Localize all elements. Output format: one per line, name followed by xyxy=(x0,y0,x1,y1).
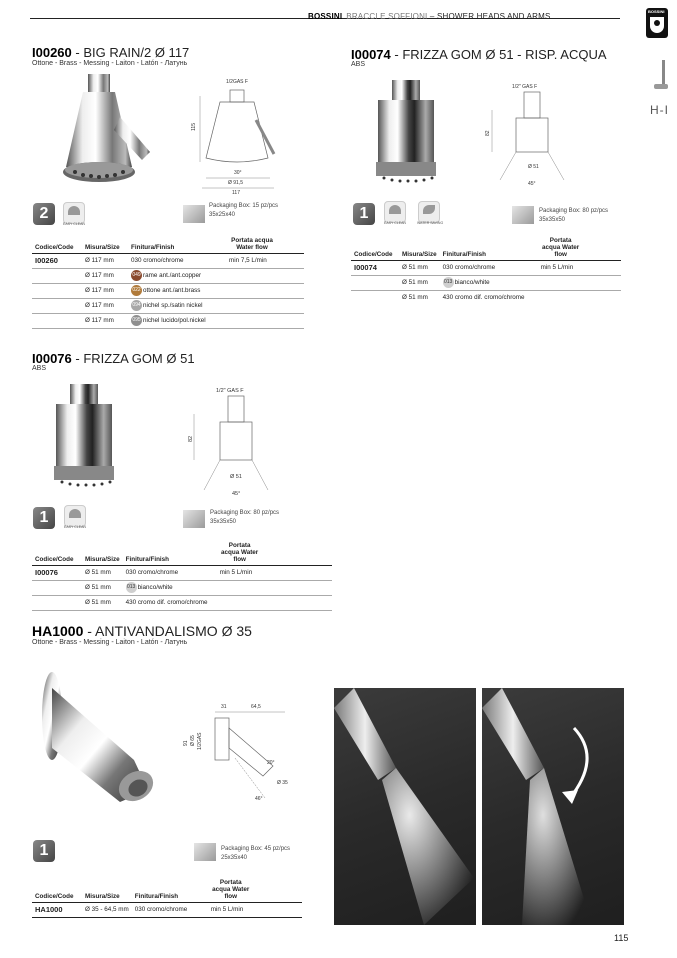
technical-drawing-i00260 xyxy=(190,76,290,196)
row-size: Ø 51 mm xyxy=(82,596,123,611)
technical-drawing-i00074 xyxy=(480,80,570,190)
easy-clean-icon xyxy=(63,202,85,224)
row-finish: 030 cromo/chrome xyxy=(440,261,538,276)
product-code: I00260 xyxy=(32,45,72,60)
table-row xyxy=(351,276,621,291)
dim-dia: Ø 51 xyxy=(230,474,242,480)
row-size: Ø 117 mm xyxy=(82,254,128,269)
dim-gas: 1/2GAS F xyxy=(226,79,248,85)
packaging-size: 35x35x50 xyxy=(539,217,566,223)
th-code: Codice/Code xyxy=(35,556,74,563)
finish-swatch: 049 xyxy=(131,270,142,281)
packaging-box-icon xyxy=(512,206,534,224)
spec-table-i00076 xyxy=(32,542,332,611)
th-flow: Portata acqua Water flow xyxy=(212,879,250,900)
packaging-qty: Packaging Box: 80 pz/pcs xyxy=(210,510,280,516)
row-size: Ø 51 mm xyxy=(82,566,123,581)
row-finish: 049 rame ant./ant.copper xyxy=(128,269,226,284)
row-code: I00076 xyxy=(32,566,82,581)
header-separator: – xyxy=(427,12,437,21)
table-row xyxy=(32,903,302,918)
row-code: I00074 xyxy=(351,261,399,276)
packaging-box-icon xyxy=(194,843,216,861)
th-finish: Finitura/Finish xyxy=(125,556,170,563)
technical-drawing-ha1000 xyxy=(175,698,295,808)
table-row xyxy=(32,299,304,314)
product-photo-i00074 xyxy=(370,76,445,191)
dim-d1: 31 xyxy=(221,704,227,710)
packaging-box-icon xyxy=(183,510,205,528)
dim-height: 82 xyxy=(188,435,194,442)
dim-width: 117 xyxy=(232,190,240,196)
table-row xyxy=(32,284,304,299)
packaging-box-icon xyxy=(183,205,205,223)
technical-drawing-i00076 xyxy=(182,384,272,499)
row-size: Ø 51 mm xyxy=(402,294,428,301)
dim-h2: Ø 65 xyxy=(190,735,196,746)
finish-swatch: 022 xyxy=(131,285,142,296)
easy-clean-label: EASY CLEAN xyxy=(64,525,86,529)
spray-count-icon: 2 xyxy=(33,203,55,225)
easy-clean-icon xyxy=(64,505,86,527)
page-header xyxy=(308,12,551,21)
row-size: Ø 51 mm xyxy=(399,276,440,291)
packaging-size: 35x35x50 xyxy=(210,519,237,525)
th-code: Codice/Code xyxy=(354,251,393,258)
finish-swatch: 013 xyxy=(126,582,137,593)
row-code: HA1000 xyxy=(32,903,82,918)
packaging-info xyxy=(539,207,608,225)
product-photo-i00260 xyxy=(50,72,165,197)
dim-gas: 1/2GAS xyxy=(197,732,203,750)
row-size: Ø 117 mm xyxy=(82,299,128,314)
brand: BOSSINI xyxy=(308,12,343,21)
easy-clean-label: EASY CLEAN xyxy=(384,221,406,225)
row-flow: min 5 L/min xyxy=(217,566,332,581)
packaging-size: 25x35x40 xyxy=(221,855,248,861)
table-row xyxy=(351,291,621,306)
row-finish: 022 ottone ant./ant.brass xyxy=(128,284,226,299)
th-finish: Finitura/Finish xyxy=(131,244,175,251)
spec-table-i00260 xyxy=(32,237,304,329)
product-photo-i00076 xyxy=(48,380,123,495)
dim-height: 82 xyxy=(485,130,491,136)
row-finish: 030 cromo/chrome xyxy=(123,566,217,581)
packaging-qty: Packaging Box: 15 pz/pcs xyxy=(209,203,279,209)
shower-arm-icon xyxy=(662,60,665,84)
product-title-i00260 xyxy=(32,45,189,60)
product-code: HA1000 xyxy=(32,623,84,639)
page-number: 115 xyxy=(614,933,629,943)
dim-gas: 1/2" GAS F xyxy=(512,84,538,90)
rotate-arrow-icon xyxy=(570,728,587,798)
th-flow: Portata acqua Water flow xyxy=(231,237,273,251)
dim-h1: 91 xyxy=(183,740,189,746)
dim-d2: 64,5 xyxy=(251,704,261,710)
th-size: Misura/Size xyxy=(402,251,437,258)
dim-a1: 20° xyxy=(267,760,275,766)
row-size: Ø 35 - 64,5 mm xyxy=(82,903,132,918)
table-row xyxy=(32,269,304,284)
packaging-qty: Packaging Box: 45 pz/pcs xyxy=(221,846,291,852)
water-saving-label: WATER SAVING xyxy=(417,221,444,225)
packaging-info xyxy=(209,202,278,220)
th-size: Misura/Size xyxy=(85,893,120,900)
shower-head-icon xyxy=(654,84,668,89)
dim-angle: 45° xyxy=(232,491,241,497)
finish-swatch: 094 xyxy=(131,300,142,311)
dim-a2: 46° xyxy=(255,796,263,802)
row-finish: 030 cromo/chrome xyxy=(132,903,208,918)
th-flow: Portata acqua Water flow xyxy=(221,542,259,563)
row-flow: min 7,5 L/min xyxy=(226,254,304,269)
dim-angle: 30° xyxy=(234,170,242,176)
spec-table-i00074 xyxy=(351,237,621,305)
dim-d3: Ø 35 xyxy=(277,780,288,786)
row-finish: 430 cromo dif. cromo/chrome xyxy=(123,596,217,611)
easy-clean-label: EASY CLEAN xyxy=(63,222,85,226)
category-name: SHOWER HEADS AND ARMS xyxy=(436,12,551,21)
product-code: I00076 xyxy=(32,351,72,366)
product-title-ha1000 xyxy=(32,623,252,639)
packaging-size: 35x25x40 xyxy=(209,212,236,218)
table-row xyxy=(32,254,304,269)
finish-swatch: 095 xyxy=(131,315,142,326)
th-finish: Finitura/Finish xyxy=(134,893,179,900)
row-flow: min 5 L/min xyxy=(208,903,302,918)
product-materials: ABS xyxy=(351,61,366,68)
th-finish: Finitura/Finish xyxy=(442,251,487,258)
row-finish: 095 nichel lucido/pol.nickel xyxy=(128,314,226,329)
packaging-qty: Packaging Box: 80 pz/pcs xyxy=(539,208,609,214)
product-code: I00074 xyxy=(351,47,391,62)
product-name: - ANTIVANDALISMO Ø 35 xyxy=(83,623,252,639)
dim-angle: 45° xyxy=(528,181,536,187)
spec-table-ha1000 xyxy=(32,879,302,918)
row-size: Ø 51 mm xyxy=(82,581,123,596)
spray-count-icon: 1 xyxy=(33,507,55,529)
dim-dia: Ø 51 xyxy=(528,164,539,170)
th-flow: Portata acqua Water flow xyxy=(542,237,580,258)
finish-swatch: 013 xyxy=(443,277,454,288)
spray-count-icon: 1 xyxy=(33,840,55,862)
dim-height: 115 xyxy=(191,123,197,131)
logo-text: BOSSINI xyxy=(648,9,665,14)
th-size: Misura/Size xyxy=(85,244,120,251)
spray-photo-1 xyxy=(334,688,476,925)
product-materials: Ottone - Brass - Messing - Laiton - Latón - Латунь xyxy=(32,60,188,67)
spray-count-icon: 1 xyxy=(353,203,375,225)
th-code: Codice/Code xyxy=(35,893,74,900)
table-row xyxy=(32,581,332,596)
table-row xyxy=(32,314,304,329)
row-finish: 030 cromo/chrome xyxy=(128,254,226,269)
row-code: I00260 xyxy=(32,254,82,269)
packaging-info xyxy=(210,509,279,527)
th-code: Codice/Code xyxy=(35,244,74,251)
dim-dia: Ø 91,5 xyxy=(228,180,244,186)
row-finish: 430 cromo dif. cromo/chrome xyxy=(442,294,525,301)
row-finish: 094 nichel sp./satin nickel xyxy=(128,299,226,314)
product-photo-ha1000 xyxy=(36,668,161,813)
table-row xyxy=(32,596,332,611)
table-row xyxy=(351,261,621,276)
row-size: Ø 117 mm xyxy=(82,314,128,329)
row-size: Ø 51 mm xyxy=(399,261,440,276)
spray-photo-2 xyxy=(482,688,624,925)
product-materials: ABS xyxy=(32,365,47,372)
table-row xyxy=(32,566,332,581)
packaging-info xyxy=(221,845,290,863)
dim-gas: 1/2" GAS F xyxy=(216,388,244,394)
row-finish: 013 bianco/white xyxy=(440,276,538,291)
section-tab: H-I xyxy=(650,103,669,117)
row-finish: 013 bianco/white xyxy=(123,581,217,596)
product-materials: Ottone - Brass - Messing - Laiton - Latón - Латунь xyxy=(32,639,188,646)
row-size: Ø 117 mm xyxy=(82,269,128,284)
row-flow: min 5 L/min xyxy=(538,261,621,276)
section-name: BRACCI E SOFFIONI xyxy=(346,12,428,21)
product-name: - BIG RAIN/2 Ø 117 xyxy=(71,45,190,60)
easy-clean-icon xyxy=(384,201,406,223)
product-name: - FRIZZA GOM Ø 51 xyxy=(71,351,195,366)
product-name: - FRIZZA GOM Ø 51 - RISP. ACQUA xyxy=(390,47,607,62)
product-title-i00076 xyxy=(32,351,195,366)
product-title-i00074 xyxy=(351,47,607,62)
th-size: Misura/Size xyxy=(85,556,120,563)
row-size: Ø 117 mm xyxy=(82,284,128,299)
